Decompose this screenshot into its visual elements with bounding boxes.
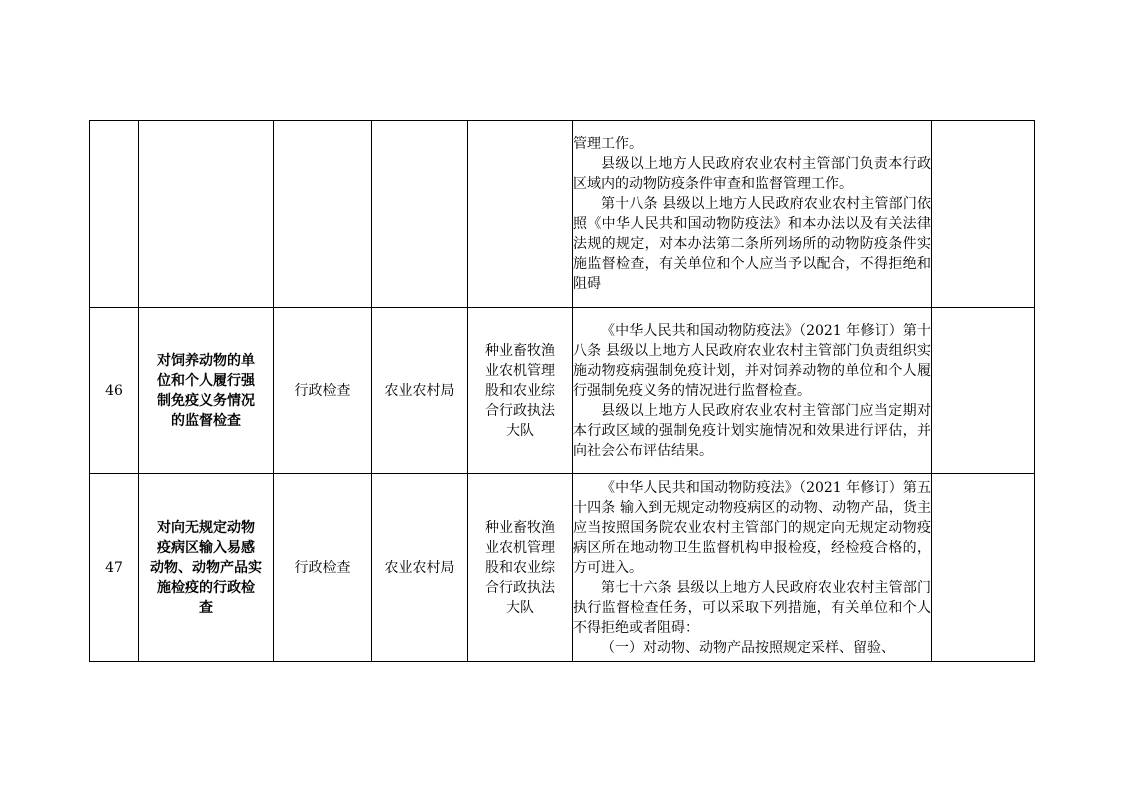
- item-department: 农业农村局: [372, 474, 468, 662]
- basis-paragraph: 县级以上地方人民政府农业农村主管部门负责本行政区域内的动物防疫条件审查和监督管理工作。: [573, 156, 931, 192]
- item-unit-line: 合行政执法: [485, 402, 555, 419]
- item-unit-line: 种业畜牧渔: [485, 519, 555, 536]
- enforcement-items-table: [89, 120, 1035, 662]
- item-number: 47: [90, 474, 139, 662]
- item-legal-basis: [573, 308, 932, 474]
- basis-paragraph: 管理工作。: [573, 136, 643, 152]
- item-name-line: 施检疫的行政检: [157, 579, 255, 596]
- table-row: [90, 474, 1035, 662]
- item-unit-line: 大队: [506, 422, 534, 439]
- item-remark: [932, 474, 1035, 662]
- item-unit-line: 业农机管理: [485, 362, 555, 379]
- basis-paragraph: （一）对动物、动物产品按照规定采样、留验、: [601, 639, 895, 656]
- basis-paragraph: 第十八条 县级以上地方人民政府农业农村主管部门依照《中华人民共和国动物防疫法》和本办法以及有关法律法规的规定，对本办法第二条所列场所的动物防疫条件实施监督检查，有关单位和个人应当予以配合，不得拒绝和阻碍: [573, 196, 931, 292]
- item-name-line: 疫病区输入易感: [157, 539, 255, 556]
- basis-paragraph: 《中华人民共和国动物防疫法》（2021 年修订）第五十四条 输入到无规定动物疫病区的动物、动物产品，货主应当按照国务院农业农村主管部门的规定向无规定动物疫病区所在地动物卫生监督机构申报检疫，经检疫合格的，方可进入。: [573, 479, 931, 576]
- item-remark: [932, 308, 1035, 474]
- item-name: [139, 308, 274, 474]
- item-unit-line: 种业畜牧渔: [485, 342, 555, 359]
- item-name-line: 查: [199, 599, 213, 616]
- item-number: 46: [90, 308, 139, 474]
- item-name-line: 的监督检查: [171, 412, 241, 429]
- item-type: [274, 121, 372, 308]
- item-legal-basis: [573, 121, 932, 308]
- item-number: [90, 121, 139, 308]
- item-unit-line: 业农机管理: [485, 539, 555, 556]
- item-unit: [468, 121, 573, 308]
- item-unit: [468, 474, 573, 662]
- item-unit: [468, 308, 573, 474]
- basis-paragraph: 县级以上地方人民政府农业农村主管部门应当定期对本行政区域的强制免疫计划实施情况和效果进行评估，并向社会公布评估结果。: [573, 402, 931, 459]
- table-row: [90, 308, 1035, 474]
- item-name: [139, 121, 274, 308]
- item-unit-line: 股和农业综: [485, 382, 555, 399]
- item-name-line: 位和个人履行强: [157, 372, 255, 389]
- item-legal-basis: [573, 474, 932, 662]
- basis-paragraph: 《中华人民共和国动物防疫法》（2021 年修订）第十八条 县级以上地方人民政府农业农村主管部门负责组织实施动物疫病强制免疫计划，并对饲养动物的单位和个人履行强制免疫义务的情况进行监督检查。: [573, 322, 931, 399]
- item-name-line: 对饲养动物的单: [157, 352, 255, 369]
- item-department: [372, 121, 468, 308]
- table-row: [90, 121, 1035, 308]
- item-remark: [932, 121, 1035, 308]
- item-name-line: 对向无规定动物: [157, 519, 255, 536]
- item-name-line: 动物、动物产品实: [150, 559, 262, 576]
- item-unit-line: 股和农业综: [485, 559, 555, 576]
- item-type: 行政检查: [274, 474, 372, 662]
- item-name: [139, 474, 274, 662]
- item-unit-line: 合行政执法: [485, 579, 555, 596]
- item-name-line: 制免疫义务情况: [157, 392, 255, 409]
- basis-paragraph: 第七十六条 县级以上地方人民政府农业农村主管部门执行监督检查任务，可以采取下列措施，有关单位和个人不得拒绝或者阻碍：: [573, 579, 931, 636]
- item-type: 行政检查: [274, 308, 372, 474]
- item-department: 农业农村局: [372, 308, 468, 474]
- item-unit-line: 大队: [506, 599, 534, 616]
